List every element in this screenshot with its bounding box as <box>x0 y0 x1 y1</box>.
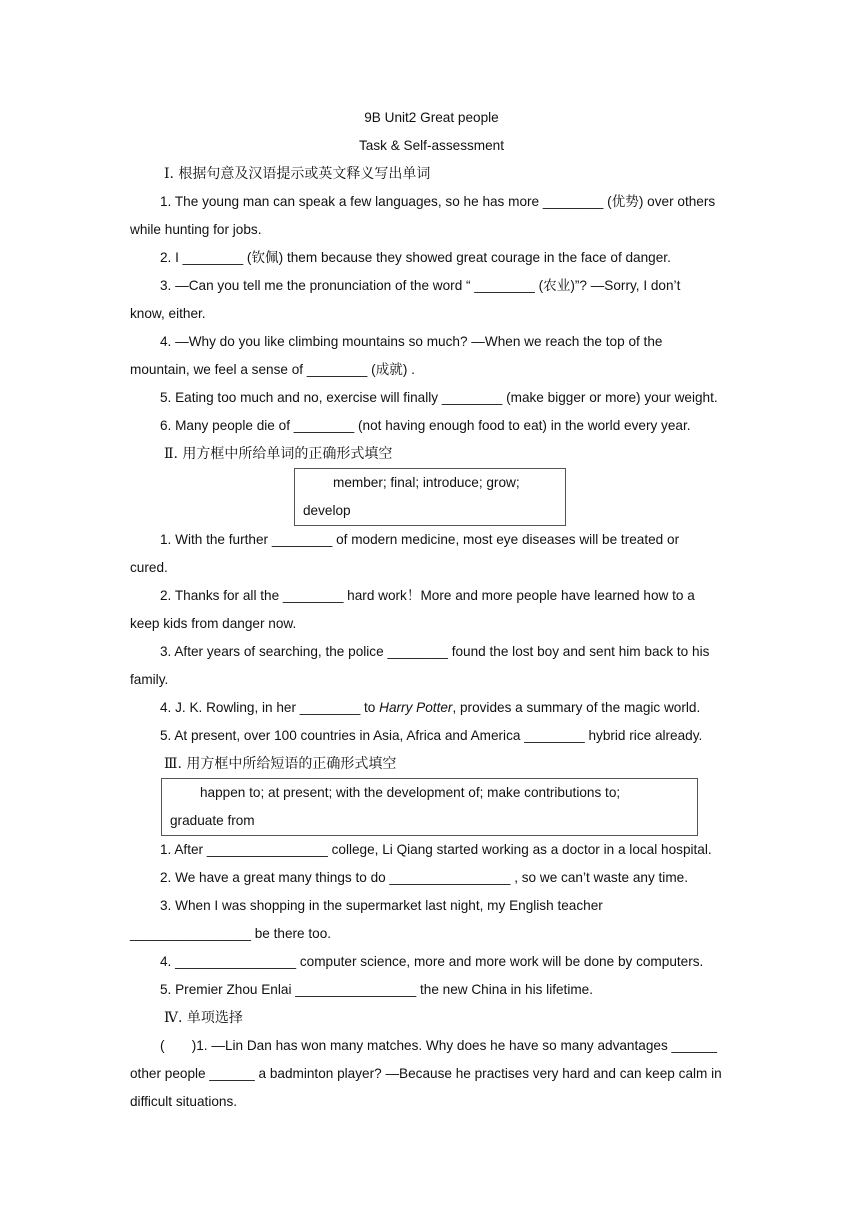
question-3-2: 2. We have a great many things to do ________________ , so we can’t waste any time. <box>160 870 688 885</box>
question-1-5: 5. Eating too much and no, exercise will finally ________ (make bigger or more) your weight. <box>160 390 718 405</box>
question-3-5: 5. Premier Zhou Enlai ________________ the new China in his lifetime. <box>160 982 594 997</box>
question-4-1-cont: other people ______ a badminton player? —Because he practises very hard and can keep calm in <box>130 1066 722 1081</box>
question-1-4-cont: mountain, we feel a sense of ________ (成就) . <box>130 362 415 378</box>
question-2-3-cont: family. <box>130 672 169 687</box>
question-3-1: 1. After ________________ college, Li Qiang started working as a doctor in a local hospital. <box>160 842 712 857</box>
section-1-heading: Ⅰ. 根据句意及汉语提示或英文释义写出单词 <box>164 166 431 182</box>
question-2-4: 4. J. K. Rowling, in her ________ to Harry Potter, provides a summary of the magic world. <box>160 700 701 715</box>
section-2-heading: Ⅱ. 用方框中所给单词的正确形式填空 <box>164 446 393 462</box>
question-4-1-cont-2: difficult situations. <box>130 1094 238 1109</box>
question-3-4: 4. ________________ computer science, more and more work will be done by computers. <box>160 954 704 969</box>
question-1-1: 1. The young man can speak a few languages, so he has more ________ (优势) over others <box>160 194 716 210</box>
worksheet-subtitle: Task & Self-assessment <box>358 138 505 153</box>
phrase-box-line-2: graduate from <box>170 813 255 828</box>
question-2-2-cont: keep kids from danger now. <box>130 616 297 631</box>
question-2-1-cont: cured. <box>130 560 168 575</box>
question-2-3: 3. After years of searching, the police ________ found the lost boy and sent him back to his <box>160 644 710 659</box>
word-box <box>294 468 566 526</box>
question-2-2: 2. Thanks for all the ________ hard work！More and more people have learned how to a <box>160 588 695 603</box>
question-3-3-cont: ________________ be there too. <box>130 926 332 941</box>
word-box-line-2: develop <box>303 503 351 518</box>
question-4-1: ( )1. —Lin Dan has won many matches. Why does he have so many advantages ______ <box>160 1038 717 1053</box>
book-title: Harry Potter <box>379 700 453 715</box>
question-1-1-cont: while hunting for jobs. <box>130 222 262 237</box>
section-4-heading: Ⅳ. 单项选择 <box>164 1010 243 1026</box>
worksheet-page <box>130 104 733 1116</box>
question-3-3: 3. When I was shopping in the supermarket last night, my English teacher <box>160 898 603 913</box>
phrase-box-line-1: happen to; at present; with the development of; make contributions to; <box>200 785 621 800</box>
question-1-3: 3. —Can you tell me the pronunciation of the word “ ________ (农业)”? —Sorry, I don’t <box>160 278 681 294</box>
question-1-2: 2. I ________ (钦佩) them because they showed great courage in the face of danger. <box>160 250 671 266</box>
question-1-3-cont: know, either. <box>130 306 206 321</box>
question-1-4: 4. —Why do you like climbing mountains so much? —When we reach the top of the <box>160 334 663 349</box>
question-1-6: 6. Many people die of ________ (not having enough food to eat) in the world every year. <box>160 418 691 433</box>
word-box-line-1: member; final; introduce; grow; <box>333 475 520 490</box>
question-2-5: 5. At present, over 100 countries in Asia, Africa and America ________ hybrid rice already. <box>160 728 703 743</box>
question-2-1: 1. With the further ________ of modern medicine, most eye diseases will be treated or <box>160 532 680 547</box>
phrase-box <box>161 778 698 836</box>
section-3-heading: Ⅲ. 用方框中所给短语的正确形式填空 <box>164 756 397 772</box>
worksheet-title: 9B Unit2 Great people <box>364 110 499 125</box>
